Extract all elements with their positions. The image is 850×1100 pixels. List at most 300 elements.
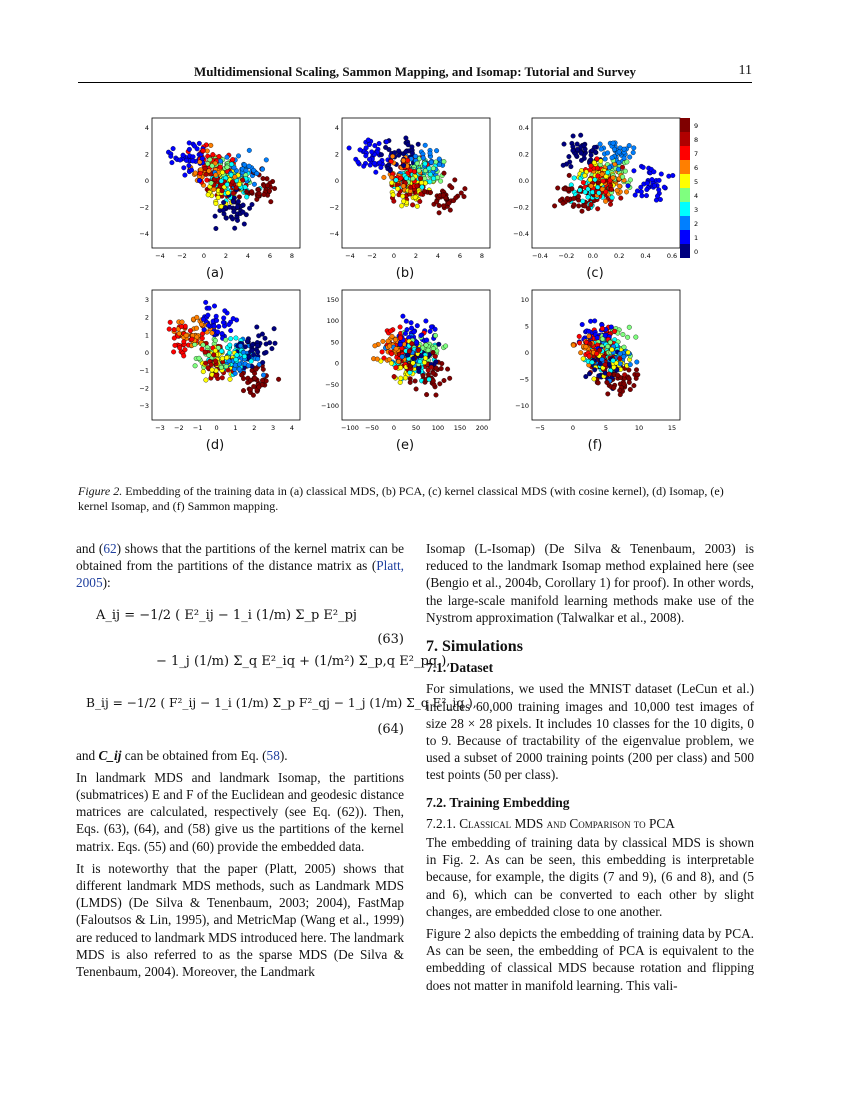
x-tick-label: 0.0 — [587, 252, 598, 260]
data-point — [628, 362, 633, 367]
data-point — [571, 148, 576, 153]
x-tick-label: 6 — [267, 252, 273, 260]
data-point — [424, 338, 429, 343]
data-point — [214, 318, 219, 323]
data-point — [172, 327, 177, 332]
data-point — [260, 378, 265, 383]
data-point — [616, 167, 621, 172]
data-point — [621, 332, 626, 337]
text: ). — [279, 747, 288, 763]
data-point — [625, 335, 630, 340]
x-tick-label: 0 — [214, 424, 219, 432]
x-tick-label: 0 — [570, 424, 576, 432]
data-point — [426, 348, 431, 353]
data-point — [252, 371, 257, 376]
data-point — [391, 193, 396, 198]
data-point — [395, 187, 400, 192]
data-point — [182, 339, 187, 344]
data-point — [596, 181, 601, 186]
data-point — [628, 387, 633, 392]
data-point — [413, 195, 418, 200]
data-point — [583, 173, 588, 178]
data-point — [598, 142, 603, 147]
data-point — [226, 191, 231, 196]
data-point — [627, 155, 632, 160]
data-point — [588, 342, 593, 347]
x-tick-label: −50 — [365, 424, 379, 432]
data-point — [555, 186, 560, 191]
data-point — [631, 150, 636, 155]
data-point — [622, 156, 627, 161]
x-tick-label: −100 — [341, 424, 359, 432]
citation-link[interactable]: Platt — [376, 558, 401, 574]
data-point — [252, 182, 257, 187]
data-point — [612, 329, 617, 334]
data-point — [616, 373, 621, 378]
panel-a — [120, 110, 310, 280]
data-point — [221, 320, 226, 325]
x-tick-label: 4 — [435, 252, 441, 260]
data-point — [235, 218, 240, 223]
data-point — [406, 142, 411, 147]
data-point — [590, 360, 595, 365]
paragraph: Isomap (L-Isomap) (De Silva & Tenenbaum, 2003) is reduced to the landmark Isomap method explained here (see (Bengio et al., 2004b, Corollary 1) for proof). In other words, the large-scale manifold learning methods make use of the Nystrom approximation (Talwalkar et al., 2008). — [426, 541, 754, 625]
data-point — [399, 176, 404, 181]
eq-ref-link[interactable]: 58 — [266, 747, 280, 763]
data-point — [237, 182, 242, 187]
data-point — [184, 333, 189, 338]
data-point — [644, 193, 649, 198]
data-point — [583, 190, 588, 195]
x-tick-label: 10 — [634, 424, 644, 432]
data-point — [618, 351, 623, 356]
data-point — [236, 199, 241, 204]
data-point — [184, 158, 189, 163]
y-tick-label: −1 — [139, 366, 149, 375]
data-point — [374, 170, 379, 175]
data-point — [372, 161, 377, 166]
colorbar-swatch — [680, 188, 690, 202]
data-point — [632, 169, 637, 174]
data-point — [368, 163, 373, 168]
data-point — [463, 186, 468, 191]
data-point — [612, 147, 617, 152]
colorbar-svg — [678, 116, 708, 261]
panel-label: (c) — [586, 266, 604, 281]
data-point — [193, 364, 198, 369]
data-point — [611, 358, 616, 363]
data-point — [219, 179, 224, 184]
data-point — [221, 200, 226, 205]
paragraph: It is noteworthy that the paper (Platt, 2005) shows that different landmark MDS methods, such as Landmark MDS (LMDS) (De Silva & Tenenbaum, 2003; 2004), FastMap (Faloutsos & Lin, 1995), and MetricMap (Wang et al., 1999) are reduced to landmark MDS introduced here. The landmark MDS is also referred to as the sparse MDS (De Silva & Tenenbaum, 2004). Moreover, the Landmark — [76, 860, 404, 980]
data-point — [658, 197, 663, 202]
data-point — [420, 185, 425, 190]
colorbar-swatch — [680, 230, 690, 244]
x-tick-label: 100 — [431, 424, 445, 432]
data-point — [244, 168, 249, 173]
citation-year-link[interactable]: 2005 — [76, 575, 103, 591]
data-point — [358, 148, 363, 153]
panel-c — [500, 110, 690, 280]
data-point — [587, 371, 592, 376]
equation-63 — [76, 597, 451, 685]
colorbar-tick-label: 1 — [694, 234, 699, 242]
subsection-heading: 7.2. Training Embedding — [426, 794, 570, 810]
data-point — [442, 378, 447, 383]
data-point — [639, 185, 644, 190]
x-tick-label: −3 — [155, 424, 165, 432]
data-point — [578, 350, 583, 355]
data-point — [195, 315, 200, 320]
data-point — [180, 320, 185, 325]
data-point — [168, 320, 173, 325]
data-point — [220, 189, 225, 194]
data-point — [237, 367, 242, 372]
data-point — [187, 147, 192, 152]
data-point — [382, 175, 387, 180]
data-point — [443, 344, 448, 349]
data-point — [617, 160, 622, 165]
data-point — [214, 314, 219, 319]
text: and ( — [76, 541, 104, 556]
data-point — [619, 196, 624, 201]
data-point — [448, 208, 453, 213]
data-point — [169, 154, 174, 159]
data-point — [589, 184, 594, 189]
data-point — [611, 175, 616, 180]
data-point — [434, 200, 439, 205]
data-point — [437, 157, 442, 162]
x-tick-label: 8 — [479, 252, 485, 260]
y-tick-label: 1 — [144, 331, 149, 340]
data-point — [401, 199, 406, 204]
y-tick-label: 3 — [144, 296, 149, 304]
data-point — [187, 163, 192, 168]
data-point — [417, 369, 422, 374]
data-point — [447, 376, 452, 381]
data-point — [423, 356, 428, 361]
data-point — [423, 176, 428, 181]
data-point — [396, 149, 401, 154]
data-point — [595, 157, 600, 162]
data-point — [247, 206, 252, 211]
data-point — [387, 344, 392, 349]
data-point — [415, 204, 420, 209]
data-point — [212, 353, 217, 358]
data-point — [641, 165, 646, 170]
data-point — [412, 169, 417, 174]
data-point — [390, 154, 395, 159]
y-tick-label: 0 — [334, 177, 339, 185]
data-point — [401, 314, 406, 319]
data-point — [424, 392, 429, 397]
data-point — [434, 148, 439, 153]
panel-label: (b) — [395, 266, 415, 281]
data-point — [228, 336, 233, 341]
subsection-heading: 7.1. Dataset — [426, 660, 494, 676]
data-point — [191, 155, 196, 160]
data-point — [437, 211, 442, 216]
data-point — [634, 335, 639, 340]
data-point — [599, 147, 604, 152]
data-point — [241, 388, 246, 393]
data-point — [220, 356, 225, 361]
data-point — [607, 165, 612, 170]
x-tick-label: 8 — [289, 252, 295, 260]
data-point — [201, 369, 206, 374]
data-point — [251, 168, 256, 173]
caption-label: Figure 2. — [78, 484, 123, 498]
data-point — [206, 193, 211, 198]
y-tick-label: 100 — [326, 317, 339, 326]
data-point — [419, 192, 424, 197]
data-point — [197, 356, 202, 361]
data-point — [401, 163, 406, 168]
colorbar-swatch — [680, 146, 690, 160]
data-point — [260, 360, 265, 365]
data-point — [242, 354, 247, 359]
math-symbol: C_ij — [98, 747, 122, 763]
equation-number: (63) — [377, 631, 404, 647]
data-point — [194, 326, 199, 331]
data-point — [579, 158, 584, 163]
colorbar-swatch — [680, 160, 690, 174]
data-point — [592, 319, 597, 324]
data-point — [224, 216, 229, 221]
data-point — [580, 209, 585, 214]
data-point — [595, 207, 600, 212]
data-point — [445, 367, 450, 372]
data-point — [656, 188, 661, 193]
data-point — [249, 359, 254, 364]
data-point — [201, 148, 206, 153]
data-point — [411, 356, 416, 361]
data-point — [611, 141, 616, 146]
data-point — [627, 368, 632, 373]
data-point — [581, 356, 586, 361]
data-point — [441, 193, 446, 198]
data-point — [167, 327, 172, 332]
data-point — [264, 350, 269, 355]
data-point — [377, 141, 382, 146]
y-tick-label: −0.4 — [513, 230, 529, 238]
data-point — [239, 373, 244, 378]
data-point — [201, 317, 206, 322]
data-point — [389, 181, 394, 186]
data-point — [389, 361, 394, 366]
data-point — [626, 350, 631, 355]
data-point — [567, 154, 572, 159]
y-tick-label: −4 — [139, 230, 149, 238]
data-point — [398, 380, 403, 385]
y-tick-label: 150 — [326, 296, 339, 304]
data-point — [214, 201, 219, 206]
data-point — [431, 350, 436, 355]
data-point — [422, 360, 427, 365]
data-point — [417, 168, 422, 173]
data-point — [347, 146, 352, 151]
colorbar-swatch — [680, 174, 690, 188]
x-tick-label: −4 — [345, 252, 355, 260]
figure-2 — [120, 110, 740, 470]
data-point — [581, 180, 586, 185]
data-point — [253, 376, 258, 381]
x-tick-label: 0 — [201, 252, 207, 260]
data-point — [597, 374, 602, 379]
data-point — [208, 157, 213, 162]
data-point — [206, 313, 211, 318]
data-point — [586, 195, 591, 200]
y-tick-label: −2 — [139, 384, 149, 393]
colorbar-tick-label: 2 — [694, 220, 699, 228]
data-point — [272, 326, 277, 331]
data-point — [231, 191, 236, 196]
x-tick-label: 6 — [457, 252, 463, 260]
data-point — [192, 342, 197, 347]
data-point — [427, 166, 432, 171]
eq-ref-link[interactable]: 62 — [103, 541, 117, 556]
data-point — [605, 151, 610, 156]
data-point — [571, 343, 576, 348]
data-point — [596, 174, 601, 179]
data-point — [428, 190, 433, 195]
data-point — [199, 322, 204, 327]
data-point — [431, 166, 436, 171]
data-point — [218, 159, 223, 164]
data-point — [419, 354, 424, 359]
data-point — [596, 381, 601, 386]
data-point — [645, 187, 650, 192]
data-point — [424, 319, 429, 324]
data-point — [424, 343, 429, 348]
data-point — [227, 351, 232, 356]
data-point — [608, 202, 613, 207]
data-point — [667, 174, 672, 179]
data-point — [171, 146, 176, 151]
panel-label: (e) — [395, 438, 415, 453]
data-point — [410, 341, 415, 346]
data-point — [379, 165, 384, 170]
data-point — [437, 162, 442, 167]
data-point — [610, 155, 615, 160]
data-point — [580, 199, 585, 204]
data-point — [213, 338, 218, 343]
x-tick-label: −1 — [192, 424, 203, 432]
data-point — [217, 324, 222, 329]
data-point — [209, 143, 214, 148]
data-point — [188, 328, 193, 333]
data-point — [215, 330, 220, 335]
data-point — [418, 359, 423, 364]
data-point — [620, 165, 625, 170]
data-point — [617, 184, 622, 189]
colorbar-swatch — [680, 118, 690, 132]
data-point — [230, 180, 235, 185]
data-point — [179, 324, 184, 329]
data-point — [627, 380, 632, 385]
data-point — [227, 322, 232, 327]
data-point — [263, 336, 268, 341]
running-header — [78, 62, 752, 83]
text: and — [76, 747, 99, 763]
data-point — [600, 326, 605, 331]
data-point — [248, 378, 253, 383]
data-point — [610, 195, 615, 200]
data-point — [598, 362, 603, 367]
equation-64 — [76, 685, 477, 747]
data-point — [589, 202, 594, 207]
data-point — [409, 320, 414, 325]
scatter-plot — [120, 282, 310, 437]
data-point — [404, 149, 409, 154]
y-tick-label: −4 — [329, 230, 339, 238]
x-tick-label: 200 — [475, 424, 489, 432]
data-point — [233, 175, 238, 180]
data-point — [572, 203, 577, 208]
data-point — [600, 187, 605, 192]
data-point — [228, 377, 233, 382]
data-point — [588, 319, 593, 324]
y-tick-label: 2 — [144, 150, 149, 159]
data-point — [597, 191, 602, 196]
data-point — [212, 324, 217, 329]
data-point — [414, 387, 419, 392]
data-point — [170, 160, 175, 165]
right-column — [426, 540, 754, 999]
data-point — [454, 196, 459, 201]
equation-line: B_ij = −1/2 ( F²_ij − 1_i (1/m) Σ_p F²_qj − 1_j (1/m) Σ_q E²_iq ), — [86, 695, 477, 710]
data-point — [562, 142, 567, 147]
data-point — [173, 343, 178, 348]
data-point — [427, 377, 432, 382]
data-point — [400, 194, 405, 199]
data-point — [262, 192, 267, 197]
data-point — [203, 350, 208, 355]
data-point — [255, 357, 260, 362]
data-point — [620, 175, 625, 180]
data-point — [615, 188, 620, 193]
data-point — [361, 164, 366, 169]
data-point — [431, 176, 436, 181]
data-point — [634, 368, 639, 373]
data-point — [580, 322, 585, 327]
data-point — [434, 366, 439, 371]
data-point — [428, 151, 433, 156]
colorbar-swatch — [680, 216, 690, 230]
data-point — [392, 374, 397, 379]
data-point — [405, 158, 410, 163]
data-point — [254, 367, 259, 372]
data-point — [273, 341, 278, 346]
panel-label: (a) — [205, 266, 225, 281]
x-tick-label: 4 — [245, 252, 251, 260]
x-tick-label: 3 — [271, 424, 276, 432]
data-point — [394, 178, 399, 183]
data-point — [578, 133, 583, 138]
data-point — [415, 161, 420, 166]
equation-line: A_ij = −1/2 ( E²_ij − 1_i (1/m) Σ_p E²_pj — [96, 607, 357, 623]
data-point — [447, 201, 452, 206]
data-point — [257, 385, 262, 390]
data-point — [389, 175, 394, 180]
text: ) shows that the partitions of the kernel matrix can be obtained from the partitions of the distance matrix as ( — [76, 541, 405, 574]
data-point — [207, 306, 212, 311]
data-point — [652, 170, 657, 175]
data-point — [269, 199, 274, 204]
data-point — [635, 360, 640, 365]
data-point — [439, 366, 444, 371]
y-tick-label: 4 — [334, 124, 339, 132]
